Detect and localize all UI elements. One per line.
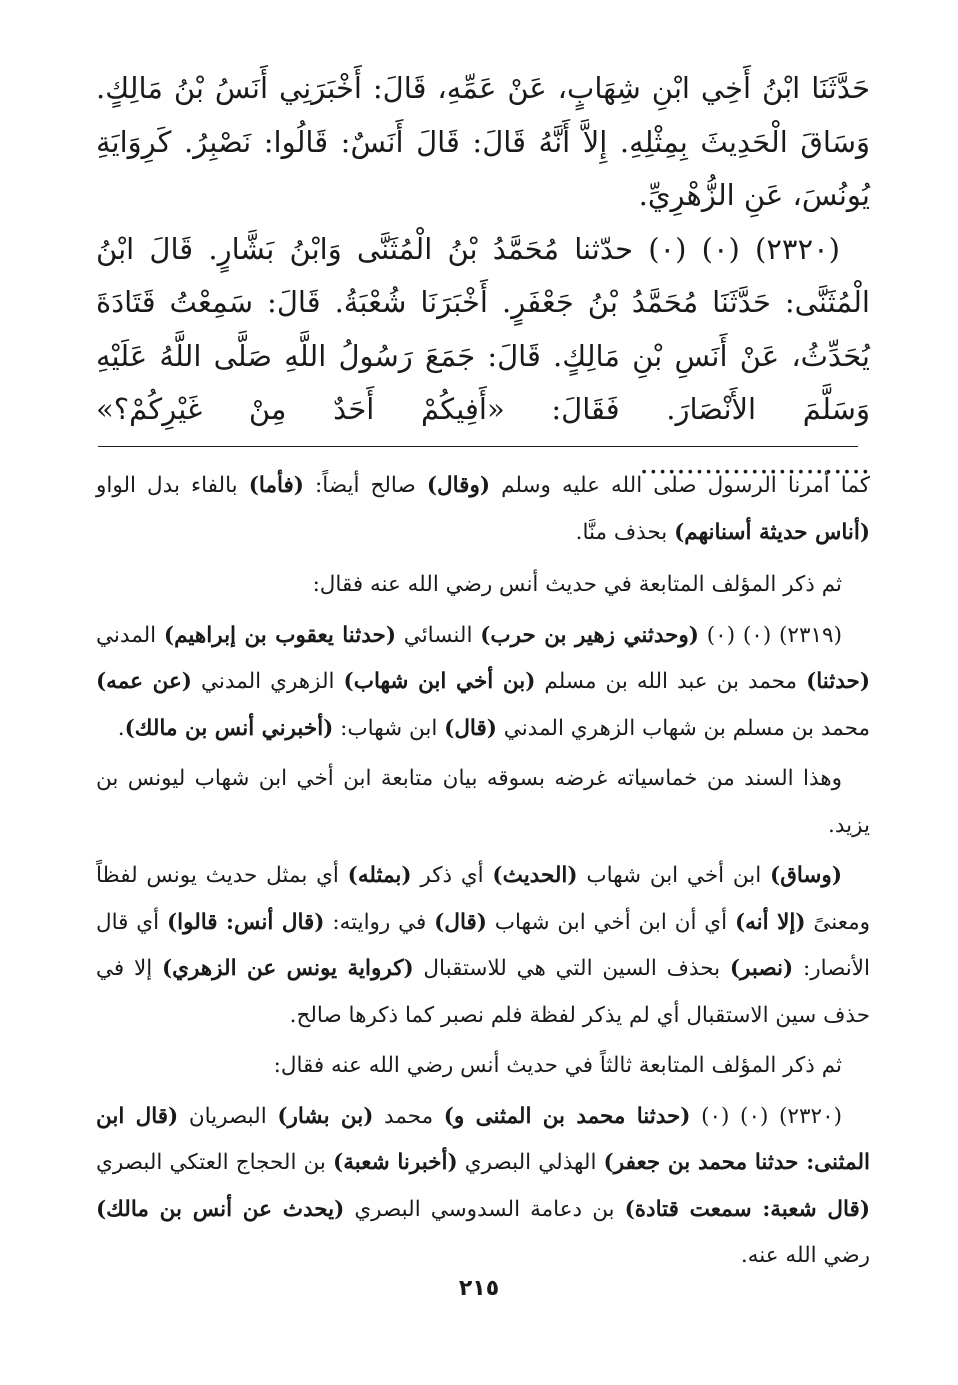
hadith-paragraph: حَدَّثَنَا ابْنُ أَخِي ابْنِ شِهَابٍ، عَنْ عَمِّهِ، قَالَ: أَخْبَرَنِي أَنَسُ بْنُ مَالِكٍ. وَسَاقَ الْحَدِيثَ بِمِثْلِهِ. إِلاَّ أَنَّهُ قَالَ: قَالَ أَنَسٌ: قَالُوا: نَصْبِرُ. كَرِوَايَةِ يُونُسَ، عَنِ الزُّهْرِيِّ. (96, 71, 870, 212)
commentary-paragraph: ثم ذكر المؤلف المتابعة ثالثاً في حديث أنس رضي الله عنه فقال: (273, 1053, 842, 1078)
footnote-divider (98, 446, 858, 447)
commentary-paragraph: (وساق) ابن أخي ابن شهاب (الحديث) أي ذكر (بمثله) أي بمثل حديث يونس لفظاً ومعنىً (إلا أنه) أي أن ابن أخي ابن شهاب (قال) في روايته: (قال أنس: قالوا) أي قال الأنصار: (نصبر) بحذف السين التي هي للاستقبال (كرواية يونس عن الزهري) إلا في حذف سين الاستقبال أي لم يذكر لفظة فلم نصبر كما ذكرها صالح. (96, 863, 871, 1028)
commentary-paragraph: كما أمرنا الرسول صلى الله عليه وسلم (وقال) صالح أيضاً: (فأما) بالفاء بدل الواو (أناس حديثة أسنانهم) بحذف منَّا. (96, 473, 870, 545)
commentary-paragraph: (٢٣٢٠) (٠) (٠) (حدثنا محمد بن المثنى و) محمد (بن بشار) البصريان (قال ابن المثنى: حدثنا محمد بن جعفر) الهذلي البصري (أخبرنا شعبة) بن الحجاج العتكي البصري (قال شعبة: سمعت قتادة) بن دعامة السدوسي البصري (يحدث عن أنس بن مالك) رضي الله عنه. (96, 1103, 870, 1268)
hadith-paragraph: (٢٣٢٠) (٠) (٠) حدّثنا مُحَمَّدُ بْنُ الْمُثَنَّى وَابْنُ بَشَّارٍ. قَالَ ابْنُ الْمُثَنَّى: حَدَّثَنَا مُحَمَّدُ بْنُ جَعْفَرٍ. أَخْبَرَنَا شُعْبَةُ. قَالَ: سَمِعْتُ قَتَادَةَ يُحَدِّثُ، عَنْ أَنَسِ بْنِ مَالِكٍ. قَالَ: جَمَعَ رَسُولُ اللَّهِ صَلَّى اللَّهُ عَلَيْهِ وَسَلَّمَ الأَنْصَارَ. فَقَالَ: «أَفِيكُمْ أَحَدٌ مِنْ غَيْرِكُمْ؟» ......................... (96, 231, 870, 480)
hadith-text (96, 62, 870, 490)
commentary-text (96, 463, 870, 1284)
commentary-paragraph: (٢٣١٩) (٠) (٠) (وحدثني زهير بن حرب) النسائي (حدثنا يعقوب بن إبراهيم) المدني (حدثنا) محمد بن عبد الله بن مسلم (بن أخي ابن شهاب) الزهري المدني (عن عمه) محمد بن مسلم بن شهاب الزهري المدني (قال) ابن شهاب: (أخبرني أنس بن مالك). (96, 622, 871, 741)
commentary-paragraph: وهذا السند من خماسياته غرضه بسوقه بيان متابعة ابن أخي ابن شهاب ليونس بن يزيد. (96, 766, 870, 838)
commentary-paragraph: ثم ذكر المؤلف المتابعة في حديث أنس رضي الله عنه فقال: (312, 572, 842, 597)
page-number: ٢١٥ (458, 1276, 500, 1301)
